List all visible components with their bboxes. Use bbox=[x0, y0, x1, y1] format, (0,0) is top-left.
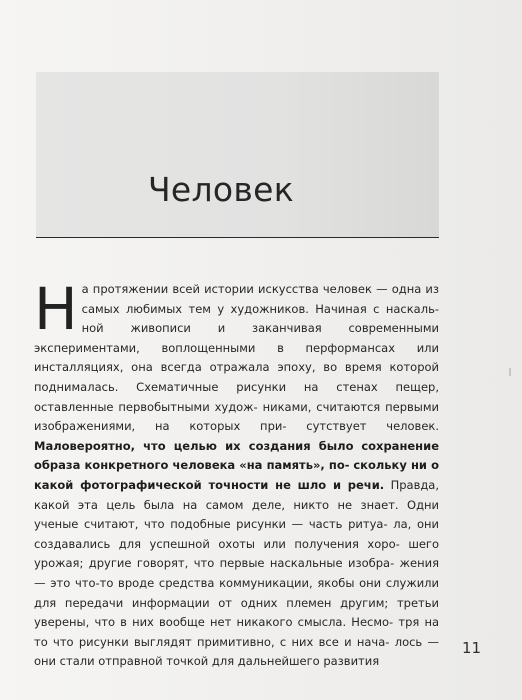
text-line: Правда, какой эта цель была на самом деле, никто не знает. bbox=[34, 477, 440, 512]
body-paragraph bbox=[34, 275, 440, 672]
text-line: рисунки на стенах пещер, оставленные первобытными худож- bbox=[34, 379, 439, 414]
text-line: никами, считаются первыми изображениями, на которых при- bbox=[34, 399, 440, 434]
text-line: шего урожая; другие говорят, что первые наскальные изобра- bbox=[34, 536, 439, 571]
bold-text-line: скольку ни о какой фотографической точности не шло и речи. bbox=[34, 458, 440, 492]
chapter-header-band bbox=[36, 72, 439, 238]
margin-mark bbox=[509, 368, 511, 376]
text-line: Одни ученые считают, что подобные рисунки — часть ритуа- bbox=[34, 497, 440, 532]
text-line: жения — это что-то вроде средства коммуникации, якобы они bbox=[34, 556, 439, 590]
bold-text-line: Маловероятно, что целью их создания было bbox=[34, 438, 354, 453]
text-line: лось — они стали отправной точкой для дальнейшего развития bbox=[34, 634, 439, 669]
text-line: ла, они создавались для успешной охоты или получения хоро- bbox=[34, 517, 439, 551]
text-line: третьи уверены, что в них вообще нет никакого смысла. Несмо- bbox=[34, 595, 440, 630]
bold-text-line: сохранение образа конкретного человека «на память», по- bbox=[34, 438, 439, 473]
text-line: воплощенными в перформансах или инсталляциях, она всегда bbox=[34, 340, 440, 375]
text-line: сутствует человек. bbox=[306, 419, 440, 434]
text-line: тря на то что рисунки выглядят примитивно, с них все и нача- bbox=[34, 615, 440, 649]
text-line: а протяжении всей истории искусства человек — одна из bbox=[81, 282, 439, 296]
text-line: самых любимых тем у художников. Начиная с наскаль- bbox=[81, 301, 439, 316]
text-line: служили для передачи информации от одних племен другим; bbox=[34, 575, 439, 610]
title-rule bbox=[36, 237, 439, 238]
text-line: ной живописи и заканчивая современными экспериментами, bbox=[34, 321, 439, 355]
page-number: 11 bbox=[462, 639, 482, 657]
drop-cap: Н bbox=[34, 275, 78, 343]
text-line: отражала эпоху, во время которой поднималась. Схематичные bbox=[34, 360, 440, 394]
chapter-title: Человек bbox=[148, 170, 294, 209]
